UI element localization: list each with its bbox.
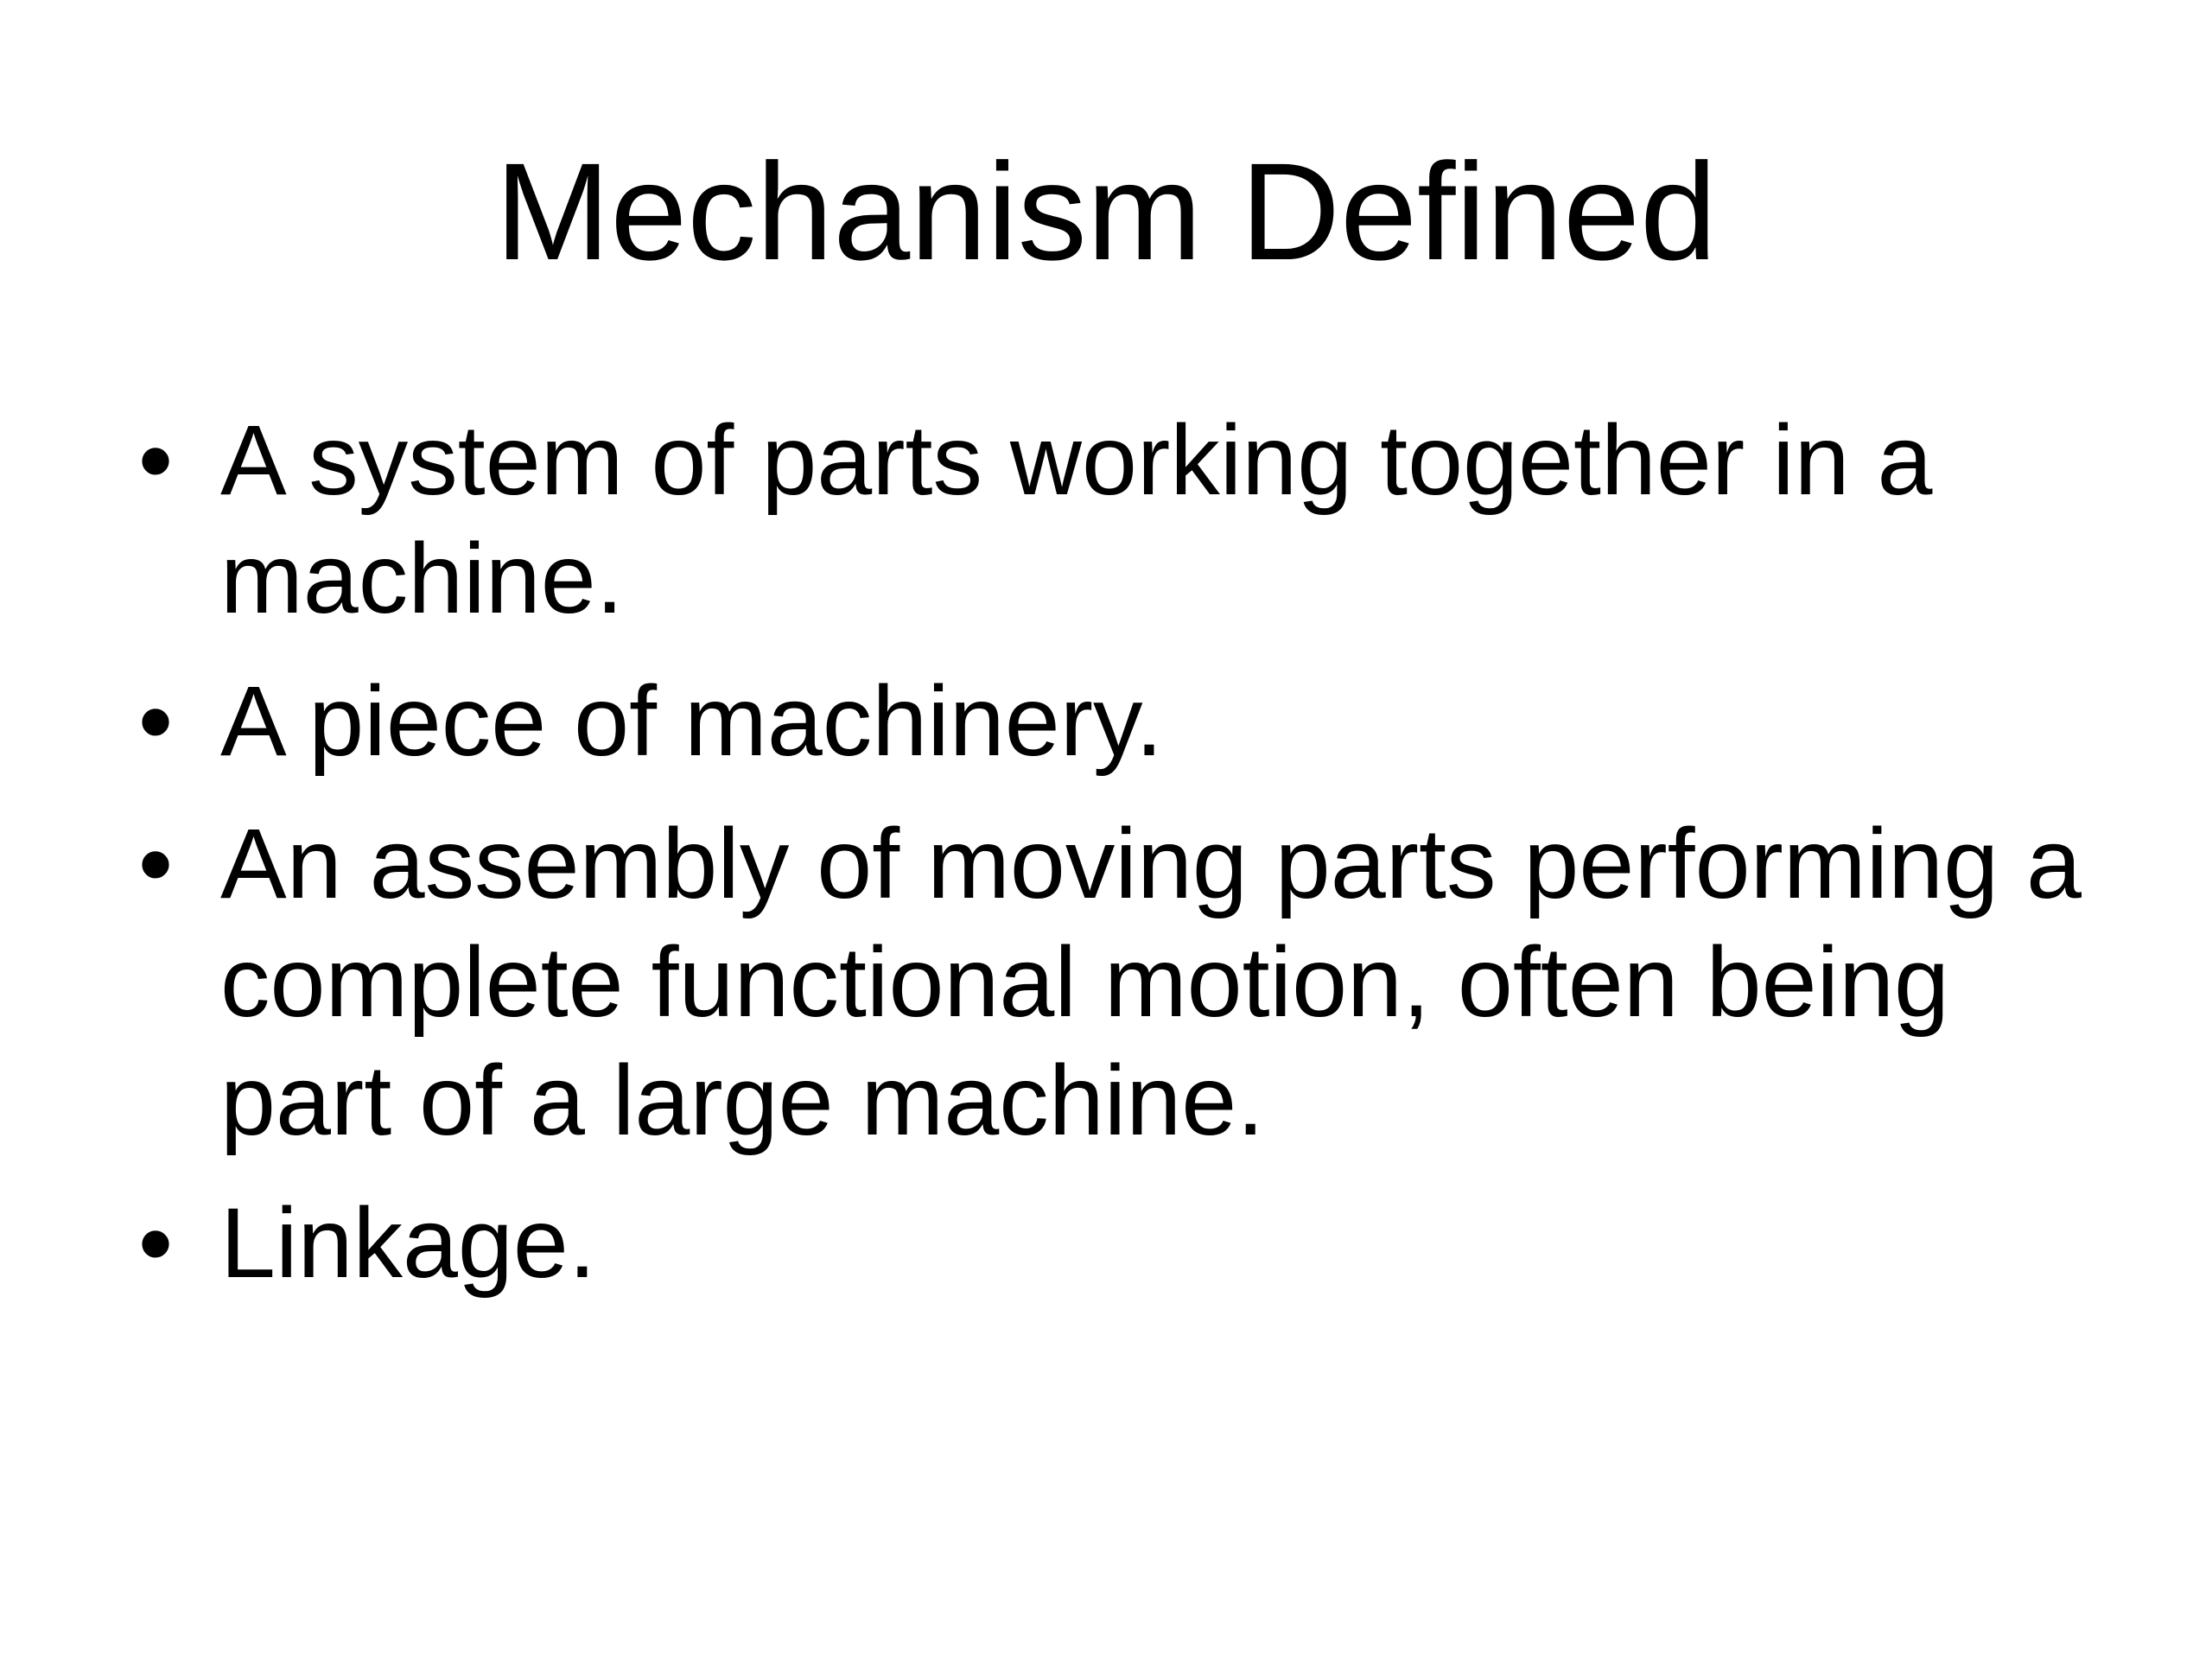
bullet-icon: • [137, 405, 174, 516]
bullet-text: Linkage. [220, 1188, 596, 1299]
bullet-text: A system of parts working together in a machine. [220, 405, 1933, 634]
slide-title: Mechanism Defined [495, 134, 1717, 289]
bullet-text: An assembly of moving parts performing a complete functional motion, often being part of a large machine. [220, 809, 2082, 1156]
bullet-item [130, 663, 2117, 781]
bullet-item [130, 1185, 2117, 1303]
bullet-icon: • [137, 666, 174, 777]
bullet-text: A piece of machinery. [220, 666, 1163, 777]
bullet-item [130, 805, 2117, 1160]
bullet-icon: • [137, 1188, 174, 1299]
bullet-item [130, 402, 2117, 639]
bullet-list [130, 402, 2117, 1327]
bullet-icon: • [137, 809, 174, 919]
